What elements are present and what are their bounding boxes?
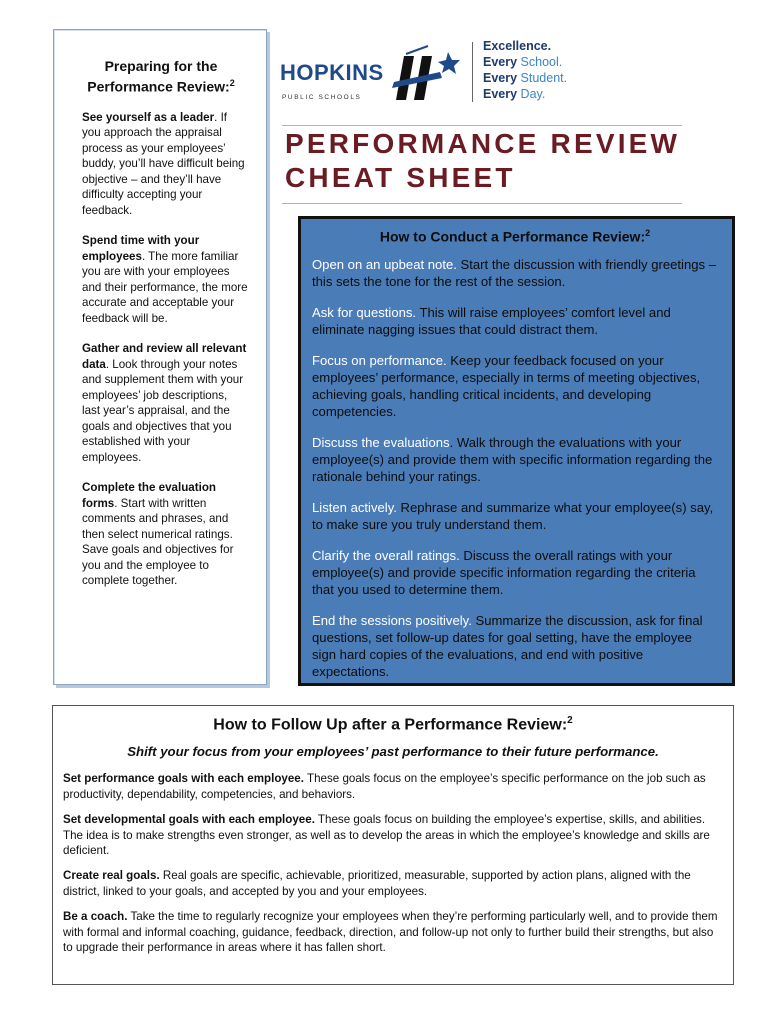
goal-heading: Create real goals. xyxy=(63,869,160,883)
hopkins-logo xyxy=(280,38,580,108)
follow-up-subtitle: Shift your focus from your employees’ past performance to their future performance. xyxy=(127,744,659,760)
goal-item xyxy=(63,812,723,858)
title-rule-bottom xyxy=(282,203,682,204)
motto-line: Every School. xyxy=(483,55,563,69)
logo-motto xyxy=(483,38,567,102)
step-text: Rephrase and summarize what your employee(s) say, to make sure you truly understand them. xyxy=(312,499,714,532)
tip-item xyxy=(82,341,248,465)
goal-item xyxy=(63,909,723,955)
title-line-1: PERFORMANCE REVIEW xyxy=(285,128,681,159)
goal-item xyxy=(63,771,723,802)
tip-item xyxy=(82,110,248,219)
tip-text: . The more familiar you are with your employees and their performance, the more accurate and acceptable your feedback will be. xyxy=(82,249,248,325)
step-heading: Clarify the overall ratings. xyxy=(312,547,460,563)
step-heading: Discuss the evaluations xyxy=(312,434,450,450)
follow-up-box xyxy=(52,705,734,985)
goal-item xyxy=(63,868,723,899)
footnote-marker: 2 xyxy=(567,715,573,726)
step-item xyxy=(312,352,718,420)
tip-item xyxy=(82,233,248,326)
step-text: Keep your feedback focused on your employees’ performance, especially in terms of meeting objectives, achieving goals, handling critical incidents, and developing competencies. xyxy=(312,352,701,419)
star-h-logo-icon xyxy=(392,42,468,104)
goal-heading: Set developmental goals with each employee. xyxy=(63,813,315,827)
step-heading: Ask for questions. xyxy=(312,304,417,320)
step-item xyxy=(312,304,718,338)
step-text: This will raise employees’ comfort level and eliminate nagging issues that could distract them. xyxy=(312,304,671,337)
step-item xyxy=(312,434,718,485)
goal-heading: Set performance goals with each employee. xyxy=(63,772,304,786)
title-line-2: CHEAT SHEET xyxy=(285,162,516,193)
step-heading: Focus on performance. xyxy=(312,352,447,368)
sidebar-title: Preparing for the Performance Review:$^2$ xyxy=(87,58,235,95)
goal-text: Take the time to regularly recognize your employees when they’re performing particularly well, and to provide them with formal and informal coaching, guidance, feedback, direction, and follow-up not only to further build their strengths, but also to upgrade their performance in areas where it has fallen short. xyxy=(63,910,718,954)
step-text: . Walk through the evaluations with your employee(s) and provide them with specific information regarding the rationale behind your ratings. xyxy=(312,434,713,484)
motto-line: Every Student. xyxy=(483,71,568,85)
tip-text: . If you approach the appraisal process as your employees’ buddy, you’ll have difficult being objective – and they’ll have difficulty accepting your feedback. xyxy=(82,110,245,217)
tip-heading: Spend time with your employees xyxy=(82,234,200,263)
goal-heading: Be a coach. xyxy=(63,910,128,924)
logo-subtitle: PUBLIC SCHOOLS xyxy=(282,94,362,101)
step-heading: End the sessions positively. xyxy=(312,612,472,628)
tip-item xyxy=(82,480,248,589)
step-item xyxy=(312,499,718,533)
tip-heading: Gather and review all relevant data xyxy=(82,342,247,371)
goal-text: Real goals are specific, achievable, prioritized, measurable, supported by action plans, aligned with the district, linked to your goals, and accepted by you and your employees. xyxy=(63,869,691,898)
tip-heading: Complete the evaluation forms xyxy=(82,481,216,510)
conduct-title: How to Conduct a Performance Review:$^2$ xyxy=(379,228,651,245)
logo-divider xyxy=(472,42,473,102)
logo-wordmark: HOPKINS xyxy=(280,60,384,85)
page-title xyxy=(285,127,680,195)
footnote-marker: 2 xyxy=(645,228,651,238)
step-item xyxy=(312,256,718,290)
follow-up-title: How to Follow Up after a Performance Review:$^2$ xyxy=(213,715,573,734)
sidebar-preparing xyxy=(53,29,267,685)
conduct-review-box xyxy=(298,216,735,686)
title-rule-top xyxy=(282,125,682,126)
tip-text: . Look through your notes and supplement them with your employees’ job descriptions, last year’s appraisal, and the goals and objectives that you established with your employees. xyxy=(82,357,244,464)
goal-text: These goals focus on the employee’s specific performance on the job such as productivity, dependability, competencies, and behaviors. xyxy=(63,772,706,801)
step-text: Discuss the overall ratings with your employee(s) and provide specific information regarding the criteria that you used to determine them. xyxy=(312,547,696,597)
tip-text: . Start with written comments and phrases, and then select numerical ratings. Save goals and objectives for you and the employee to complete together. xyxy=(82,496,234,588)
step-text: Summarize the discussion, ask for final questions, set follow-up dates for goal setting, have the employee sign hard copies of the evaluations, and end with positive expectations. xyxy=(312,612,703,679)
step-text: Start the discussion with friendly greetings – this sets the tone for the rest of the session. xyxy=(312,256,716,289)
goal-text: These goals focus on building the employee’s expertise, skills, and abilities. The idea is to make strengths even stronger, as well as to develop the areas in which the employee’s knowledge and skills are deficient. xyxy=(63,813,710,857)
step-heading: Open on an upbeat note. xyxy=(312,256,457,272)
step-item xyxy=(312,547,718,598)
motto-line: Excellence. xyxy=(483,39,552,53)
motto-line: Every Day. xyxy=(483,87,546,101)
tip-heading: See yourself as a leader xyxy=(82,110,215,124)
footnote-marker: 2 xyxy=(229,78,235,88)
step-heading: Listen actively. xyxy=(312,499,397,515)
step-item xyxy=(312,612,718,680)
